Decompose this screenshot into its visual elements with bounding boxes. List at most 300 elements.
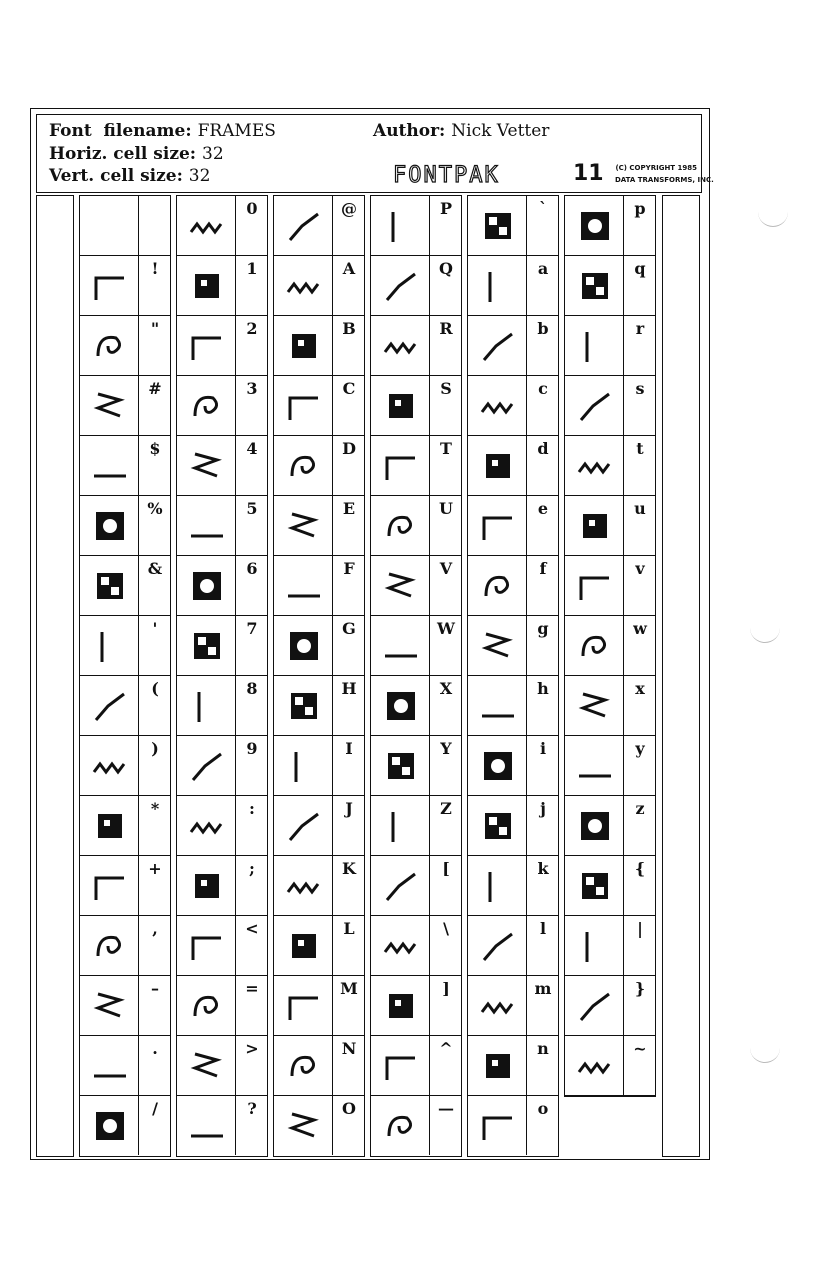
glyph-row <box>565 556 655 616</box>
glyph-sample <box>468 1096 527 1155</box>
glyph-sample <box>468 436 527 495</box>
ornament-glyph <box>371 436 430 495</box>
ornament-glyph <box>80 916 139 975</box>
ornament-glyph <box>468 1096 527 1155</box>
ornament-glyph <box>177 796 236 855</box>
ornament-glyph <box>565 916 624 975</box>
ornament-glyph <box>274 616 333 675</box>
glyph-row <box>80 736 170 796</box>
character-label: S <box>440 379 452 398</box>
glyph-sample <box>177 256 236 315</box>
character-label: D <box>342 439 356 458</box>
character-label: 9 <box>246 739 258 758</box>
glyph-row <box>80 376 170 436</box>
glyph-row <box>371 316 461 376</box>
ornament-glyph <box>274 376 333 435</box>
glyph-sample <box>80 1036 139 1095</box>
ornament-glyph <box>371 316 430 375</box>
glyph-sample <box>565 556 624 615</box>
glyph-sample <box>371 976 430 1035</box>
character-label: } <box>634 979 646 998</box>
glyph-sample <box>371 496 430 555</box>
ornament-glyph <box>371 916 430 975</box>
glyph-row <box>468 1096 558 1156</box>
glyph-sample <box>80 796 139 855</box>
ornament-glyph <box>80 436 139 495</box>
ornament-glyph <box>274 676 333 735</box>
ornament-glyph <box>177 376 236 435</box>
glyph-sample <box>80 916 139 975</box>
glyph-row <box>177 316 267 376</box>
glyph-sample <box>80 856 139 915</box>
ornament-glyph <box>468 796 527 855</box>
ornament-glyph <box>80 556 139 615</box>
ornament-glyph <box>274 1036 333 1095</box>
glyph-row <box>274 736 364 796</box>
glyph-row <box>371 436 461 496</box>
glyph-row <box>371 1036 461 1096</box>
glyph-row <box>80 496 170 556</box>
character-label: K <box>342 859 356 878</box>
glyph-row <box>80 916 170 976</box>
glyph-row <box>565 856 655 916</box>
ornament-glyph <box>468 676 527 735</box>
ornament-glyph <box>565 436 624 495</box>
character-label: W <box>437 619 455 638</box>
copyright-notice: (C) COPYRIGHT 1985 DATA TRANSFORMS, INC. <box>615 164 714 184</box>
glyph-sample <box>80 496 139 555</box>
ornament-glyph <box>371 256 430 315</box>
glyph-row <box>80 976 170 1036</box>
character-label: s <box>635 379 645 398</box>
glyph-row <box>177 196 267 256</box>
ornament-glyph <box>468 436 527 495</box>
ornament-glyph <box>177 196 236 255</box>
glyph-sample <box>274 616 333 675</box>
character-label: 3 <box>246 379 258 398</box>
glyph-row <box>177 856 267 916</box>
glyph-sample <box>371 856 430 915</box>
glyph-sample <box>371 556 430 615</box>
glyph-sample <box>177 376 236 435</box>
ornament-glyph <box>371 676 430 735</box>
ornament-glyph <box>177 556 236 615</box>
character-label: I <box>345 739 353 758</box>
glyph-row <box>371 256 461 316</box>
glyph-sample <box>468 556 527 615</box>
glyph-row <box>565 1096 655 1156</box>
glyph-row <box>274 916 364 976</box>
author-label: Author: Nick Vetter <box>373 121 550 141</box>
ornament-glyph <box>468 736 527 795</box>
glyph-row <box>565 916 655 976</box>
glyph-sample <box>274 736 333 795</box>
glyph-row <box>371 1096 461 1156</box>
glyph-row <box>468 796 558 856</box>
character-label: J <box>345 799 353 818</box>
character-label: " <box>150 319 160 338</box>
glyph-row <box>177 976 267 1036</box>
character-label: f <box>539 559 547 578</box>
ornament-glyph <box>468 1036 527 1095</box>
character-label: a <box>537 259 549 278</box>
character-label: r <box>635 319 645 338</box>
glyph-row <box>468 316 558 376</box>
glyph-row <box>371 856 461 916</box>
glyph-sample <box>80 616 139 675</box>
glyph-row <box>274 796 364 856</box>
character-label: C <box>342 379 356 398</box>
character-label: q <box>634 259 646 278</box>
character-label: + <box>148 859 162 878</box>
glyph-row <box>80 436 170 496</box>
glyph-sample <box>565 256 624 315</box>
character-label: : <box>249 799 255 818</box>
glyph-sample <box>565 1036 624 1095</box>
glyph-row <box>177 736 267 796</box>
ornament-glyph <box>177 256 236 315</box>
character-label: j <box>540 799 546 818</box>
glyph-row <box>468 496 558 556</box>
character-label: T <box>440 439 452 458</box>
character-label: @ <box>341 199 357 218</box>
glyph-sample <box>177 1096 236 1155</box>
ornament-glyph <box>565 196 624 255</box>
glyph-row <box>274 976 364 1036</box>
character-label: d <box>537 439 549 458</box>
ornament-glyph <box>371 856 430 915</box>
glyph-row <box>371 496 461 556</box>
ornament-glyph <box>80 796 139 855</box>
glyph-sample <box>468 796 527 855</box>
character-label: * <box>150 799 160 818</box>
ornament-glyph <box>565 316 624 375</box>
right-margin-column <box>662 195 700 1157</box>
character-label: = <box>245 979 259 998</box>
glyph-column <box>79 195 171 1157</box>
character-label: Y <box>440 739 452 758</box>
glyph-sample <box>177 196 236 255</box>
glyph-row <box>468 1036 558 1096</box>
ornament-glyph <box>80 256 139 315</box>
ornament-glyph <box>565 256 624 315</box>
glyph-row <box>274 196 364 256</box>
character-label: < <box>245 919 259 938</box>
character-label: A <box>342 259 356 278</box>
ornament-glyph <box>565 856 624 915</box>
character-label: – <box>151 979 159 998</box>
ornament-glyph <box>565 796 624 855</box>
character-label: n <box>537 1039 549 1058</box>
glyph-row <box>468 436 558 496</box>
glyph-sample <box>468 976 527 1035</box>
ornament-glyph <box>274 316 333 375</box>
character-label: 4 <box>246 439 258 458</box>
glyph-sample <box>468 376 527 435</box>
glyph-sample <box>565 376 624 435</box>
glyph-sample <box>177 916 236 975</box>
glyph-sample <box>177 316 236 375</box>
ornament-glyph <box>80 1036 139 1095</box>
ornament-glyph <box>468 916 527 975</box>
glyph-row <box>177 556 267 616</box>
horiz-cell-size: Horiz. cell size: 32 <box>49 144 224 164</box>
left-margin-column <box>36 195 74 1157</box>
ornament-glyph <box>565 556 624 615</box>
ornament-glyph <box>177 496 236 555</box>
character-label: Q <box>439 259 453 278</box>
character-label: ; <box>249 859 255 878</box>
glyph-sample <box>468 496 527 555</box>
ornament-glyph <box>274 856 333 915</box>
vert-cell-size: Vert. cell size: 32 <box>49 166 211 186</box>
ornament-glyph <box>274 556 333 615</box>
glyph-row <box>177 256 267 316</box>
glyph-sample <box>371 196 430 255</box>
glyph-row <box>177 436 267 496</box>
glyph-row <box>177 796 267 856</box>
ornament-glyph <box>468 256 527 315</box>
ornament-glyph <box>565 736 624 795</box>
punch-hole-mark <box>750 1048 780 1063</box>
glyph-sample <box>371 676 430 735</box>
character-label: b <box>537 319 549 338</box>
glyph-sample <box>274 1096 333 1155</box>
glyph-row <box>371 616 461 676</box>
glyph-column <box>370 195 462 1157</box>
character-label: M <box>340 979 358 998</box>
glyph-sample <box>371 256 430 315</box>
ornament-glyph <box>80 616 139 675</box>
character-label: B <box>342 319 356 338</box>
ornament-glyph <box>468 496 527 555</box>
glyph-sample <box>371 736 430 795</box>
glyph-sample <box>274 1036 333 1095</box>
character-label: & <box>147 559 163 578</box>
ornament-glyph <box>274 976 333 1035</box>
glyph-sample <box>274 556 333 615</box>
character-label: X <box>439 679 453 698</box>
glyph-row <box>371 196 461 256</box>
ornament-glyph <box>177 676 236 735</box>
character-label: 8 <box>246 679 258 698</box>
ornament-glyph <box>371 796 430 855</box>
ornament-glyph <box>274 796 333 855</box>
glyph-sample <box>80 376 139 435</box>
character-label: ! <box>151 259 159 278</box>
character-label: 1 <box>246 259 258 278</box>
ornament-glyph <box>371 976 430 1035</box>
ornament-glyph <box>177 616 236 675</box>
ornament-glyph <box>80 1096 139 1155</box>
glyph-row <box>274 256 364 316</box>
ornament-glyph <box>274 496 333 555</box>
glyph-sample <box>371 376 430 435</box>
ornament-glyph <box>177 976 236 1035</box>
character-label: # <box>148 379 162 398</box>
character-label: % <box>147 499 163 518</box>
glyph-sample <box>274 676 333 735</box>
glyph-sample <box>274 376 333 435</box>
glyph-sample <box>177 736 236 795</box>
ornament-glyph <box>565 676 624 735</box>
character-label: i <box>539 739 547 758</box>
glyph-sample <box>177 616 236 675</box>
fontpak-logo: FONTPAK <box>393 163 500 188</box>
character-label: ` <box>539 199 547 218</box>
glyph-row <box>177 616 267 676</box>
ornament-glyph <box>177 1036 236 1095</box>
glyph-row <box>468 976 558 1036</box>
character-label: k <box>537 859 549 878</box>
character-label: y <box>635 739 645 758</box>
ornament-glyph <box>371 376 430 435</box>
glyph-row <box>274 1096 364 1156</box>
character-label: 7 <box>246 619 258 638</box>
ornament-glyph <box>177 916 236 975</box>
ornament-glyph <box>177 736 236 795</box>
glyph-row <box>468 556 558 616</box>
punch-hole-mark <box>750 628 780 643</box>
ornament-glyph <box>371 1036 430 1095</box>
glyph-sample <box>371 616 430 675</box>
ornament-glyph <box>468 376 527 435</box>
glyph-sample <box>177 556 236 615</box>
glyph-sample <box>80 976 139 1035</box>
ornament-glyph <box>468 556 527 615</box>
ornament-glyph <box>80 376 139 435</box>
ornament-glyph <box>371 496 430 555</box>
glyph-row <box>565 736 655 796</box>
ornament-glyph <box>468 316 527 375</box>
glyph-sample <box>177 496 236 555</box>
character-label: l <box>539 919 547 938</box>
character-label: | <box>637 919 643 938</box>
glyph-sample <box>371 796 430 855</box>
character-label: ~ <box>633 1039 647 1058</box>
glyph-sample <box>80 736 139 795</box>
glyph-sample <box>371 316 430 375</box>
ornament-glyph <box>274 916 333 975</box>
character-label: U <box>439 499 453 518</box>
ornament-glyph <box>80 316 139 375</box>
glyph-row <box>468 376 558 436</box>
glyph-row <box>371 556 461 616</box>
ornament-glyph <box>80 736 139 795</box>
glyph-row <box>80 856 170 916</box>
character-label: x <box>635 679 645 698</box>
glyph-row <box>274 496 364 556</box>
glyph-row <box>80 1036 170 1096</box>
glyph-sample <box>274 856 333 915</box>
ornament-glyph <box>80 856 139 915</box>
glyph-row <box>177 916 267 976</box>
glyph-sample <box>565 316 624 375</box>
glyph-row <box>468 916 558 976</box>
glyph-sample <box>468 616 527 675</box>
glyph-sample <box>80 196 139 255</box>
glyph-row <box>80 1096 170 1156</box>
ornament-glyph <box>468 196 527 255</box>
ornament-glyph <box>177 436 236 495</box>
character-label: g <box>537 619 549 638</box>
ornament-glyph <box>565 1036 624 1095</box>
glyph-row <box>80 196 170 256</box>
glyph-sample <box>565 196 624 255</box>
glyph-column <box>467 195 559 1157</box>
character-label: t <box>636 439 644 458</box>
character-label: m <box>534 979 552 998</box>
glyph-sample <box>468 676 527 735</box>
glyph-row <box>468 676 558 736</box>
glyph-sample <box>274 976 333 1035</box>
glyph-row <box>177 1096 267 1156</box>
glyph-sample <box>274 796 333 855</box>
glyph-row <box>274 316 364 376</box>
character-label: ] <box>442 979 450 998</box>
filename-value: FRAMES <box>197 121 276 141</box>
glyph-row <box>565 676 655 736</box>
ornament-glyph <box>565 976 624 1035</box>
glyph-sample <box>371 1096 430 1155</box>
ornament-glyph <box>565 616 624 675</box>
character-label: c <box>538 379 548 398</box>
ornament-glyph <box>274 1096 333 1155</box>
character-label: E <box>342 499 356 518</box>
glyph-sample <box>565 616 624 675</box>
glyph-row <box>80 796 170 856</box>
character-label: ( <box>151 679 159 698</box>
fontpak-number: 11 <box>573 161 604 186</box>
character-label: h <box>537 679 549 698</box>
glyph-row <box>80 616 170 676</box>
character-label: ) <box>151 739 159 758</box>
ornament-glyph <box>274 196 333 255</box>
glyph-row <box>177 496 267 556</box>
glyph-sample <box>80 1096 139 1155</box>
character-label: p <box>634 199 646 218</box>
ornament-glyph <box>80 496 139 555</box>
character-label: / <box>152 1099 158 1118</box>
glyph-sample <box>80 676 139 735</box>
glyph-sample <box>468 316 527 375</box>
glyph-row <box>565 1036 655 1096</box>
glyph-row <box>177 676 267 736</box>
glyph-row <box>468 616 558 676</box>
glyph-row <box>274 616 364 676</box>
character-label: ? <box>247 1099 257 1118</box>
glyph-row <box>565 256 655 316</box>
glyph-row <box>371 796 461 856</box>
glyph-row <box>177 1036 267 1096</box>
glyph-row <box>274 376 364 436</box>
glyph-row <box>371 916 461 976</box>
ornament-glyph <box>371 556 430 615</box>
glyph-row <box>468 856 558 916</box>
character-label: R <box>439 319 453 338</box>
ornament-glyph <box>274 436 333 495</box>
glyph-row <box>565 796 655 856</box>
glyph-sample <box>468 196 527 255</box>
character-label: 2 <box>246 319 258 338</box>
glyph-sample <box>177 676 236 735</box>
ornament-glyph <box>468 976 527 1035</box>
character-label: \ <box>443 919 449 938</box>
character-label: . <box>152 1039 158 1058</box>
character-label: v <box>635 559 645 578</box>
glyph-row <box>80 556 170 616</box>
glyph-sample <box>468 256 527 315</box>
